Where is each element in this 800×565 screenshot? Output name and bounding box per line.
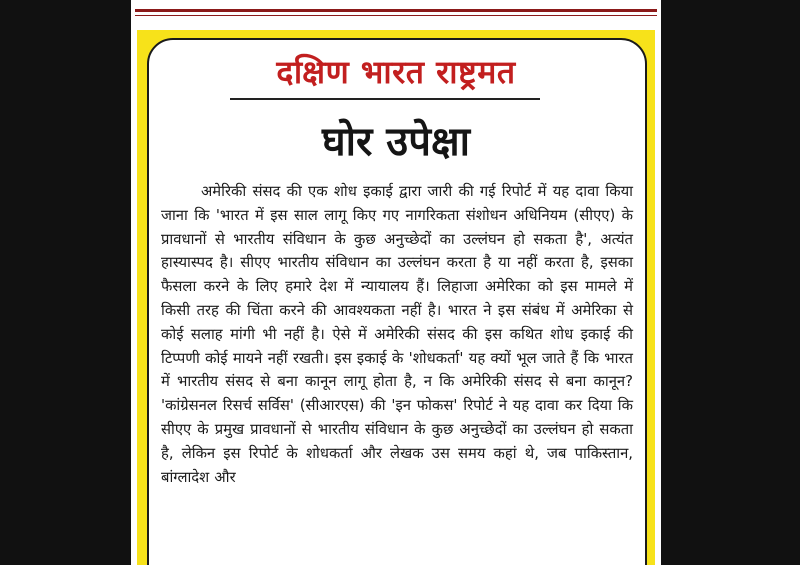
newspaper-page	[131, 0, 661, 565]
editorial-headline: घोर उपेक्षा	[322, 119, 470, 165]
top-rule	[135, 9, 657, 12]
editorial-body: अमेरिकी संसद की एक शोध इकाई द्वारा जारी की गई रिपोर्ट में यह दावा किया जाना कि 'भारत में इस साल लागू किए गए नागरिकता संशोधन अधिनियम (सीएए) के प्रावधानों से भारतीय संविधान के कुछ अनुच्छेदों का उल्लंघन हो सकता है', अत्यंत हास्यास्पद है। सीएए भारतीय संविधान का उल्लंघन करता है या नहीं करता है, इसका फैसला करने के लिए हमारे देश में न्यायालय हैं। लिहाजा अमेरिका को इस मामले में किसी तरह की चिंता करने की आवश्यकता नहीं है। भारत ने इस संबंध में अमेरिका से कोई सलाह मांगी भी नहीं है। ऐसे में अमेरिकी संसद की इस कथित शोध इकाई की टिप्पणी कोई मायने नहीं रखती। इस इकाई के 'शोधकर्ता' यह क्यों भूल जाते हैं कि भारत में भारतीय संसद से बना कानून लागू होता है, न कि अमेरिकी संसद से बना कानून? 'कांग्रेसनल रिसर्च सर्विस' (सीआरएस) की 'इन फोकस' रिपोर्ट ने यह दावा कर दिया कि सीएए के प्रमुख प्रावधानों से भारतीय संविधान के कुछ अनुच्छेदों का उल्लंघन हो सकता है, लेकिन इस रिपोर्ट के शोधकर्ता और लेखक उस समय कहां थे, जब पाकिस्तान, बांग्लादेश और	[161, 183, 633, 486]
masthead-divider	[230, 98, 540, 100]
top-rule-thin	[135, 15, 657, 16]
newspaper-masthead: दक्षिण भारत राष्ट्रमत	[276, 53, 516, 91]
